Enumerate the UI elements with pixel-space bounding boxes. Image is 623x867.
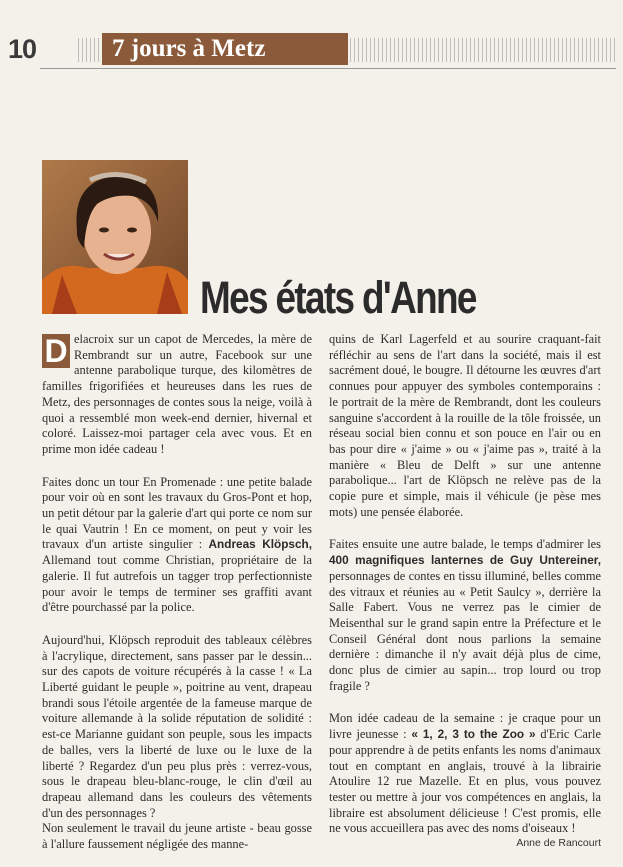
- paragraph-klopsch: Aujourd'hui, Klöpsch reproduit des tableaux célèbres à l'acrylique, directement, sans passer par le dessin... sur des capots de voiture récupérés à la casse ! « La Liberté guidant le peuple », poitrine au vent, drapeau brandi sous l'étoile argentée de la fameuse marque de voiture allemande à la solide réputation de solidité : est-ce Marianne guidant son peuple, sous les impacts de balles, vers la liberté de luxe ou le luxe de la liberté ? Regardez d'un peu plus près : verrez-vous, sous le drapeau bleu-blanc-rouge, le clin d'œil au drapeau allemand dans les couleurs des vêtements d'un des personnages ?: [42, 632, 312, 820]
- paragraph-text: Faites ensuite une autre balade, le temps d'admirer les: [329, 537, 601, 552]
- paragraph-continued: quins de Karl Lagerfeld et au sourire craquant-fait réfléchir au sens de l'art dans la société, mais il est sacrément doué, le bougre. Il détourne les œuvres d'art connues pour appuyer des symboles contemporains : le portrait de la mère de Rembrandt, dont les couleurs sanguine s'accordent à la rouille de la tôle froissée, un réseau social bien connu et son pouce en l'air ou en bas pour dire « j'aime » ou « j'aime pas », traité à la manière « Bleu de Delft » sur une antenne parabolique... l'art de Klöpsch ne relève pas de la copie pure et simple, mais il véhicule (je pèse mes mots) une pensée élaborée.: [329, 332, 601, 519]
- header-stripes-left: [78, 38, 99, 62]
- drop-cap: D: [42, 334, 70, 368]
- lanterns-highlight: 400 magnifiques lanternes de Guy Untereiner,: [329, 553, 601, 568]
- paragraph-promenade: [42, 475, 312, 616]
- author-portrait-illustration: [42, 160, 188, 314]
- article-column-right: [329, 332, 601, 852]
- article-headline: Mes états d'Anne: [200, 272, 476, 323]
- paragraph-artist-work: Non seulement le travail du jeune artiste - beau gosse à l'allure faussement négligée des manne-: [42, 821, 312, 852]
- paragraph-intro-text: elacroix sur un capot de Mercedes, la mère de Rembrandt sur un autre, Facebook sur une antenne parabolique turque, des kilomètres de familles frigorifiées et heureuses dans les rues de Metz, des personnages de contes sous la neige, voilà à quoi a ressemblé mon week-end dernier, hivernal et coloré. Laissez-moi partager cela avec vous. Et en prime mon idée cadeau !: [42, 332, 312, 456]
- paragraph-intro: [42, 332, 312, 458]
- book-title: « 1, 2, 3 to the Zoo »: [411, 727, 536, 742]
- paragraph-text: Faites donc un tour En Promenade : une petite balade pour voir où en sont les travaux du Gros-Pont et hop, un petit détour par la galerie d'art qui porte ce nom sur le quai Vautrin ! En ce moment, on peut y voir les travaux d'un artiste singulier :: [42, 474, 312, 552]
- article-column-left: [42, 332, 312, 853]
- paragraph-text: Mon idée cadeau de la semaine : je craque pour un livre jeunesse :: [329, 711, 601, 742]
- artist-name: Andreas Klöpsch,: [208, 537, 313, 552]
- page-number: 10: [8, 34, 37, 64]
- section-title: 7 jours à Metz: [102, 33, 348, 65]
- paragraph-gift-idea: [329, 711, 601, 837]
- author-signature: Anne de Rancourt: [516, 837, 601, 850]
- paragraph-text: Allemand tout comme Christian, propriétaire de la galerie. Il fut autrefois un tagger trop perfectionniste pour avoir le temps de terminer ses graffiti avant d'être pourchassé par la police.: [42, 553, 312, 615]
- author-photo: [42, 160, 188, 314]
- header-stripes-right: [350, 38, 616, 62]
- page-header: [0, 32, 623, 70]
- paragraph-text: personnages de contes en tissu illuminé, belles comme des vitraux et réunies au « Petit Saulcy », derrière la Salle Fabert. Vous ne verrez pas le cimier de Meisenthal sur le grand sapin entre la Préfecture et le Conseil Général dont nous parlions la semaine dernière : dimanche il n'y avait déjà plus de cime, donc plus de cimier au sapin... trop lourd ou trop fragile ?: [329, 568, 601, 693]
- paragraph-lanterns: [329, 537, 601, 694]
- header-rule: [40, 68, 616, 69]
- paragraph-text: d'Eric Carle pour apprendre à de petits enfants les noms d'animaux tout en comptant en anglais, trouvé à la librairie Atoulire 12 rue Mazelle. Et en plus, vous pouvez tester ou mettre à jour vos compétences en anglais, la libraire est absolument délicieuse ! C'est promis, elle ne vous accueillera pas avec des noms d'oiseaux !: [329, 727, 602, 836]
